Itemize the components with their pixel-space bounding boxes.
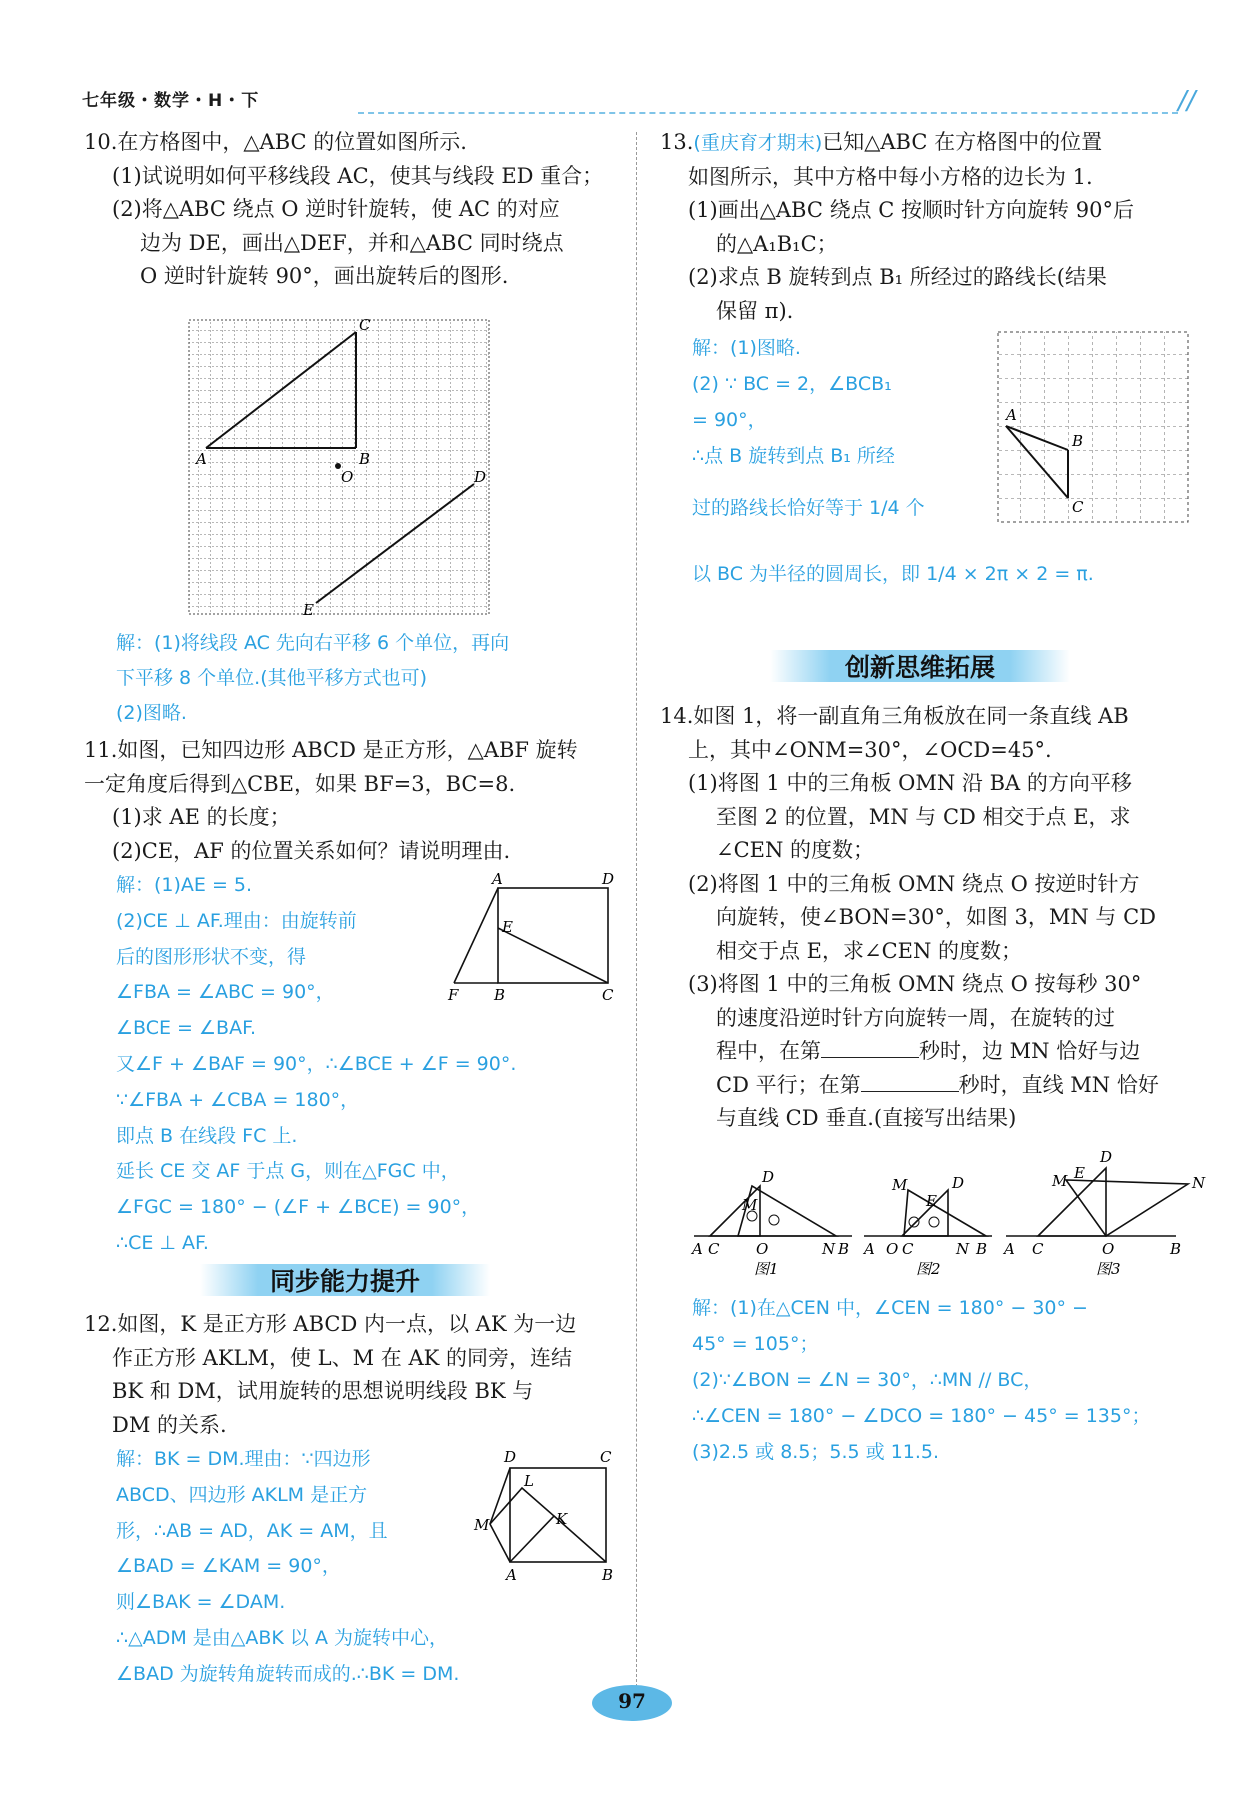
q13 (660, 126, 1200, 328)
q11-ans3: 后的图形形状不变，得 (116, 945, 307, 968)
svg-text:M: M (892, 1176, 908, 1194)
fig1-caption: 图1 (754, 1260, 779, 1278)
svg-text:C: C (1072, 498, 1084, 516)
banner-innovate (770, 650, 1070, 682)
q11-ans1: 解：(1)AE = 5. (116, 874, 253, 896)
svg-text:D: D (1100, 1148, 1113, 1166)
q13-ans1: 解：(1)图略. (692, 337, 801, 359)
svg-text:E: E (1074, 1164, 1085, 1182)
q11-ans4: ∠FBA = ∠ABC = 90°， (116, 981, 335, 1004)
q14-part3c2: 秒时，边 MN 恰好与边 (919, 1039, 1141, 1063)
q13-source: (重庆育才期末) (693, 132, 823, 154)
q14-ans5: (3)2.5 或 8.5；5.5 或 11.5. (692, 1441, 940, 1463)
svg-text:A: A (1004, 1240, 1015, 1258)
header-rule (358, 112, 1178, 114)
q14-part2b: 向旋转，使∠BON=30°，如图 3，MN 与 CD (716, 905, 1156, 929)
q14-ans3: (2)∵∠BON = ∠N = 30°，∴MN // BC， (692, 1369, 1043, 1391)
svg-text:C: C (902, 1240, 914, 1258)
q10-grid-figure (186, 318, 492, 618)
q13-ans4: ∴点 B 旋转到点 B₁ 所经 (692, 445, 895, 467)
label-o: O (341, 468, 354, 486)
banner-sync (200, 1264, 490, 1296)
svg-text:D: D (952, 1174, 965, 1192)
q11-part1: (1)求 AE 的长度； (112, 805, 291, 829)
q14-part3d1: CD 平行；在第 (716, 1072, 861, 1097)
q10 (84, 126, 624, 294)
svg-text:C: C (600, 1448, 612, 1466)
q14-ans4: ∴∠CEN = 180° − ∠DCO = 180° − 45° = 135°； (692, 1405, 1151, 1427)
q12-stem1: 12.如图，K 是正方形 ABCD 内一点，以 AK 为一边 (84, 1312, 577, 1336)
q12-ans7: ∠BAD 为旋转角旋转而成的.∴BK = DM. (116, 1662, 460, 1685)
q14-answer (692, 1290, 1202, 1470)
svg-text:B: B (1072, 432, 1084, 450)
q14-blank1 (821, 1037, 919, 1058)
q14-part2c: 相交于点 E，求∠CEN 的度数； (716, 938, 1023, 963)
svg-text:D: D (762, 1168, 775, 1186)
q14-part1a: (1)将图 1 中的三角板 OMN 沿 BA 的方向平移 (688, 771, 1132, 795)
q10-part2b: 边为 DE，画出△DEF，并和△ABC 同时绕点 (140, 230, 564, 255)
q13-part1a: (1)画出△ABC 绕点 C 按顺时针方向旋转 90°后 (688, 198, 1134, 222)
q14-ans1: 解：(1)在△CEN 中，∠CEN = 180° − 30° − (692, 1297, 1088, 1319)
q11-ans8: 即点 B 在线段 FC 上. (116, 1124, 298, 1147)
svg-text:M: M (742, 1196, 758, 1214)
q13-stem1: 已知△ABC 在方格图中的位置 (822, 130, 1103, 154)
svg-text:K: K (556, 1510, 568, 1528)
q10-stem: 10.在方格图中，△ABC 的位置如图所示. (84, 130, 467, 154)
q14-part1c: ∠CEN 的度数； (716, 838, 875, 862)
q12-ans6: ∴△ADM 是由△ABK 以 A 为旋转中心， (116, 1626, 448, 1649)
svg-text:M: M (1052, 1172, 1068, 1190)
svg-text:L: L (524, 1472, 534, 1490)
svg-text:D: D (602, 870, 615, 888)
svg-text:A: A (506, 1566, 517, 1582)
q11-stem2: 一定角度后得到△CBE，如果 BF=3，BC=8. (84, 771, 516, 796)
q12-ans1: 解：BK = DM.理由：∵四边形 (116, 1448, 371, 1470)
q11-part2: (2)CE，AF 的位置关系如何？请说明理由. (112, 838, 511, 863)
svg-text:A: A (1006, 406, 1017, 424)
q13-number: 13. (660, 130, 694, 154)
q14-stem2: 上，其中∠ONM=30°，∠OCD=45°. (688, 737, 1052, 762)
q13-ans3: = 90°， (692, 409, 767, 431)
q14-part3a: (3)将图 1 中的三角板 OMN 绕点 O 按每秒 30° (688, 972, 1142, 996)
q11-stem1: 11.如图，已知四边形 ABCD 是正方形，△ABF 旋转 (84, 738, 578, 762)
q13-ans2: (2) ∵ BC = 2，∠BCB₁ (692, 373, 892, 395)
q14-part3c1: 程中，在第 (716, 1039, 821, 1063)
q14-figures (686, 1138, 1206, 1278)
svg-text:C: C (1032, 1240, 1044, 1258)
q13-stem2: 如图所示，其中方格中每小方格的边长为 1. (688, 164, 1093, 189)
q14-part1b: 至图 2 的位置，MN 与 CD 相交于点 E，求 (716, 804, 1131, 829)
q12-ans5: 则∠BAK = ∠DAM. (116, 1591, 286, 1614)
q11-ans2: (2)CE ⊥ AF.理由：由旋转前 (116, 909, 357, 932)
q13-ans5: 过的路线长恰好等于 1/4 个 (692, 497, 925, 519)
label-b: B (359, 450, 371, 468)
q10-answer (116, 626, 636, 731)
q11-ans11: ∴CE ⊥ AF. (116, 1231, 209, 1254)
q12-stem3: BK 和 DM，试用旋转的思想说明线段 BK 与 (112, 1379, 534, 1403)
q12-stem2: 作正方形 AKLM，使 L、M 在 AK 的同旁，连结 (112, 1345, 572, 1370)
fig3-caption: 图3 (1096, 1260, 1121, 1278)
svg-text:A: A (492, 870, 503, 888)
svg-text:B: B (494, 986, 506, 1004)
q12 (84, 1308, 624, 1442)
svg-text:B: B (602, 1566, 614, 1582)
q13-ans6: 以 BC 为半径的圆周长，即 1/4 × 2π × 2 = π. (692, 563, 1094, 585)
fig2-caption: 图2 (916, 1260, 941, 1278)
q13-grid-figure (996, 330, 1190, 526)
q11-ans10: ∠FGC = 180° − (∠F + ∠BCE) = 90°， (116, 1196, 481, 1219)
q13-part2b: 保留 π). (716, 298, 794, 323)
svg-text:N: N (956, 1240, 970, 1258)
svg-text:C: C (602, 986, 614, 1004)
svg-text:A: A (692, 1240, 703, 1258)
q10-part2c: O 逆时针旋转 90°，画出旋转后的图形. (140, 264, 509, 288)
q12-ans3: 形，∴AB = AD，AK = AM，且 (116, 1519, 388, 1542)
svg-text:E: E (926, 1192, 937, 1210)
q11-ans5: ∠BCE = ∠BAF. (116, 1017, 256, 1040)
q10-part2a: (2)将△ABC 绕点 O 逆时针旋转，使 AC 的对应 (112, 197, 560, 221)
svg-text:B: B (1170, 1240, 1182, 1258)
column-divider (636, 132, 637, 1692)
q10-part1: (1)试说明如何平移线段 AC，使其与线段 ED 重合； (112, 163, 604, 188)
q14 (660, 700, 1200, 1136)
q14-part2a: (2)将图 1 中的三角板 OMN 绕点 O 按逆时针方 (688, 871, 1140, 896)
label-a: A (196, 450, 207, 468)
header-title: 七年级・数学・H・下 (82, 91, 260, 111)
q11-figure (444, 870, 624, 1010)
q13-part1b: 的△A₁B₁C； (716, 231, 838, 256)
svg-text:O: O (886, 1240, 899, 1258)
q14-stem1: 14.如图 1，将一副直角三角板放在同一条直线 AB (660, 704, 1129, 728)
svg-text:F: F (448, 986, 459, 1004)
svg-text:N: N (1192, 1174, 1206, 1192)
q14-ans2: 45° = 105°； (692, 1333, 819, 1355)
q11 (84, 734, 624, 868)
page-number-badge (592, 1685, 672, 1721)
q12-figure (470, 1442, 630, 1582)
svg-text:M: M (474, 1516, 490, 1534)
q13-part2a: (2)求点 B 旋转到点 B₁ 所经过的路线长(结果 (688, 265, 1107, 289)
q14-part3d2: 秒时，直线 MN 恰好 (958, 1072, 1159, 1097)
q10-ans2: 下平移 8 个单位.(其他平移方式也可) (116, 667, 428, 689)
q11-ans7: ∵∠FBA + ∠CBA = 180°， (116, 1088, 360, 1111)
q10-ans3: (2)图略. (116, 702, 187, 724)
svg-text:C: C (708, 1240, 720, 1258)
svg-text:A: A (864, 1240, 875, 1258)
banner-innovate-text: 创新思维拓展 (844, 653, 995, 682)
label-c: C (359, 318, 371, 334)
svg-text:N: N (822, 1240, 836, 1258)
q12-ans4: ∠BAD = ∠KAM = 90°， (116, 1555, 341, 1578)
label-e: E (303, 601, 314, 618)
banner-sync-text: 同步能力提升 (269, 1267, 420, 1296)
svg-text:E: E (502, 918, 513, 936)
header-mark: // (1178, 86, 1196, 116)
svg-text:O: O (1102, 1240, 1115, 1258)
q14-part3e: 与直线 CD 垂直.(直接写出结果) (716, 1106, 1017, 1130)
page-number: 97 (618, 1689, 646, 1713)
q12-ans2: ABCD、四边形 AKLM 是正方 (116, 1483, 368, 1506)
q11-ans9: 延长 CE 交 AF 于点 G，则在△FGC 中， (116, 1160, 460, 1183)
q12-stem4: DM 的关系. (112, 1412, 227, 1437)
svg-text:B: B (976, 1240, 988, 1258)
svg-text:D: D (504, 1448, 517, 1466)
q10-ans1: 解：(1)将线段 AC 先向右平移 6 个单位，再向 (116, 632, 510, 654)
svg-text:B: B (838, 1240, 850, 1258)
q11-ans6: 又∠F + ∠BAF = 90°，∴∠BCE + ∠F = 90°. (116, 1052, 517, 1075)
label-d: D (474, 468, 487, 486)
q14-part3b: 的速度沿逆时针方向旋转一周，在旋转的过 (716, 1005, 1115, 1030)
q14-blank2 (861, 1071, 959, 1092)
svg-text:O: O (756, 1240, 769, 1258)
